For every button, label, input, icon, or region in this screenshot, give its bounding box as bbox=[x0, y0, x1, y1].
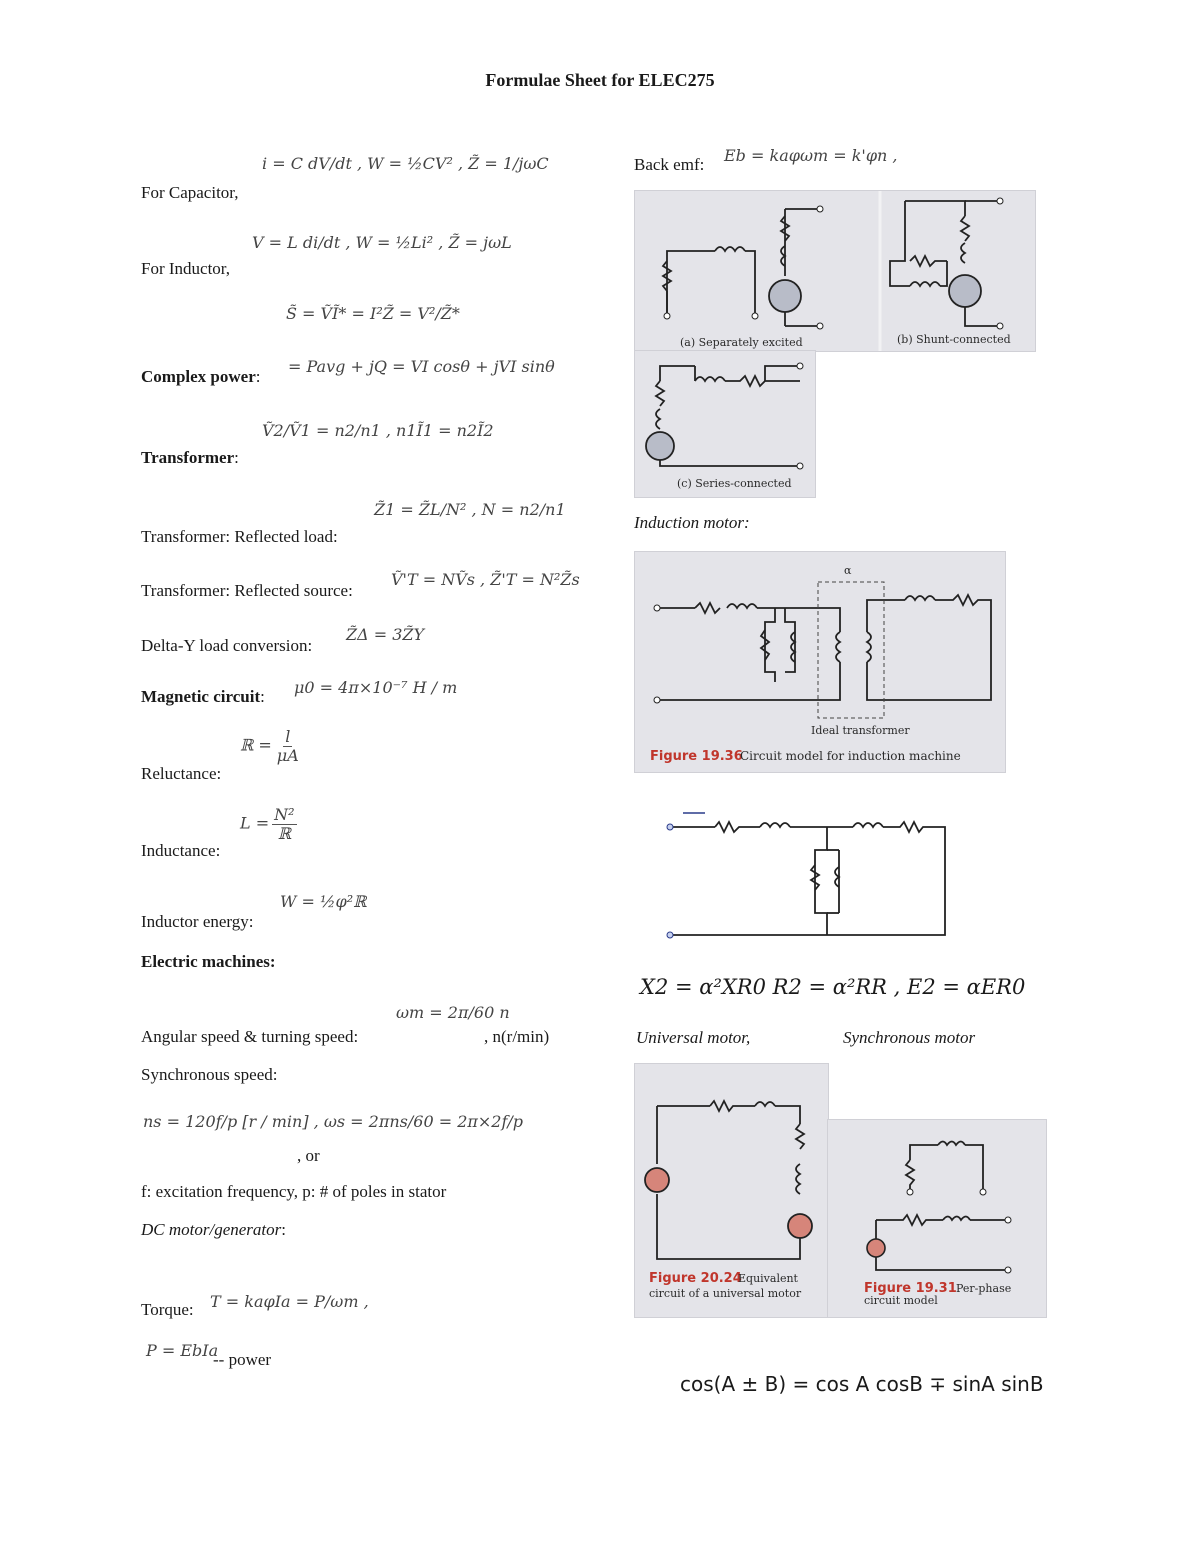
reluctance-equation bbox=[240, 728, 304, 764]
reluctance-fraction bbox=[275, 728, 301, 764]
inductor-energy-label: Inductor energy: bbox=[141, 912, 254, 931]
universal-figure-caption-1: Equivalent bbox=[738, 1272, 798, 1285]
page-title: Formulae Sheet for ELEC275 bbox=[485, 70, 715, 90]
induction-alpha-label: α bbox=[844, 564, 852, 577]
f-note: f: excitation frequency, p: # of poles in stator bbox=[141, 1182, 447, 1201]
inductance-denominator: ℝ bbox=[277, 823, 291, 843]
ideal-transformer-label: Ideal transformer bbox=[811, 724, 910, 737]
universal-motor-label: Universal motor, bbox=[636, 1028, 751, 1047]
reflected-source-label: Transformer: Reflected source: bbox=[141, 581, 353, 600]
complex-power-label bbox=[141, 367, 260, 387]
shunt-connected-circuit bbox=[880, 191, 1011, 351]
complex-power-equation-1: S̃ = ṼĨ* = I²Z̃ = V²/Z̃* bbox=[286, 304, 460, 323]
reflected-source-equation: Ṽ'T = NṼs , Z̃'T = N²Z̃s bbox=[391, 570, 580, 589]
reluctance-numerator: l bbox=[285, 727, 291, 746]
angular-label: Angular speed & turning speed: bbox=[141, 1027, 359, 1046]
dc-motor-figure-c bbox=[634, 350, 816, 498]
dc-motor-label bbox=[141, 1220, 286, 1240]
back-emf-equation: Eb = kaφωm = k'φn , bbox=[724, 146, 898, 165]
universal-figure-number: Figure 20.24 bbox=[649, 1271, 742, 1286]
reluctance-lhs: ℝ = bbox=[240, 735, 272, 755]
inductor-label: For Inductor, bbox=[141, 259, 231, 278]
magnetic-label-text: Magnetic circuit bbox=[141, 687, 261, 706]
caption-separately-excited: (a) Separately excited bbox=[680, 336, 803, 349]
dc-motor-colon: : bbox=[281, 1220, 286, 1239]
inductance-label: Inductance: bbox=[141, 841, 221, 860]
induction-machine-figure bbox=[634, 551, 1006, 773]
inductor-energy-equation: W = ½φ²ℝ bbox=[280, 892, 367, 911]
inductance-fraction bbox=[272, 806, 296, 842]
dc-motor-figure-ab bbox=[634, 190, 1036, 352]
synchronous-motor-figure bbox=[827, 1119, 1047, 1318]
sync-speed-equation: ns = 120f/p [r / min] , ωs = 2πns/60 = 2π×2f/p bbox=[143, 1112, 524, 1131]
magnetic-colon: : bbox=[260, 687, 265, 706]
reluctance-label: Reluctance: bbox=[141, 764, 222, 783]
transformer-equation: Ṽ2/Ṽ1 = n2/n1 , n1Ĩ1 = n2Ĩ2 bbox=[262, 421, 494, 440]
complex-power-equation-2: = Pavg + jQ = VI cosθ + jVI sinθ bbox=[288, 357, 555, 376]
delta-y-equation: Z̃Δ = 3Z̃Y bbox=[346, 625, 425, 644]
angular-equation: ωm = 2π/60 n bbox=[396, 1003, 510, 1022]
power-equation: P = EbIa bbox=[146, 1341, 219, 1360]
magnetic-equation: μ0 = 4π×10⁻⁷ H / m bbox=[294, 678, 458, 697]
delta-y-label: Delta-Y load conversion: bbox=[141, 636, 313, 655]
separately-excited-circuit bbox=[663, 206, 823, 349]
reluctance-denominator: μA bbox=[276, 745, 299, 765]
universal-figure-caption-2: circuit of a universal motor bbox=[649, 1287, 802, 1300]
transformer-label bbox=[141, 448, 239, 468]
reflected-load-equation: Z̃1 = Z̃L/N² , N = n2/n1 bbox=[374, 500, 566, 519]
synchronous-figure-caption-1: Per-phase bbox=[956, 1282, 1012, 1295]
synchronous-figure-number: Figure 19.31 bbox=[864, 1281, 957, 1296]
transformer-colon: : bbox=[234, 448, 239, 467]
inductor-equation: V = L di/dt , W = ½Li² , Z̃ = jωL bbox=[252, 233, 512, 252]
power-suffix: -- power bbox=[213, 1350, 272, 1369]
universal-motor-figure bbox=[634, 1063, 829, 1318]
machines-heading: Electric machines: bbox=[141, 952, 276, 971]
torque-equation: T = kaφIa = P/ωm , bbox=[210, 1292, 369, 1311]
synchronous-motor-label: Synchronous motor bbox=[843, 1028, 976, 1047]
sync-speed-label: Synchronous speed: bbox=[141, 1065, 278, 1084]
dc-motor-label-text: DC motor/generator bbox=[141, 1220, 282, 1239]
reflected-load-label: Transformer: Reflected load: bbox=[141, 527, 338, 546]
synchronous-figure-caption-2: circuit model bbox=[864, 1294, 938, 1307]
trig-identity: cos(A ± B) = cos A cosB ∓ sinA sinB bbox=[680, 1372, 1044, 1396]
induction-motor-label: Induction motor: bbox=[634, 513, 750, 532]
angular-suffix: , n(r/min) bbox=[484, 1027, 550, 1046]
complex-power-label-text: Complex power bbox=[141, 367, 256, 386]
transformer-label-text: Transformer bbox=[141, 448, 235, 467]
torque-label: Torque: bbox=[141, 1300, 194, 1319]
induction-figure-caption: Circuit model for induction machine bbox=[740, 749, 961, 763]
back-emf-label: Back emf: bbox=[634, 155, 705, 174]
rotor-relation-equation: X2 = α²XR0 R2 = α²RR , E2 = αER0 bbox=[640, 975, 1026, 999]
sync-speed-or: , or bbox=[297, 1146, 320, 1165]
inductance-lhs: L = bbox=[240, 813, 270, 833]
magnetic-label bbox=[141, 687, 265, 707]
induction-figure-number: Figure 19.36 bbox=[650, 749, 743, 764]
inductance-equation bbox=[240, 806, 300, 842]
induction-equivalent-circuit bbox=[655, 795, 955, 945]
complex-power-colon: : bbox=[255, 367, 261, 386]
capacitor-equation: i = C dV/dt , W = ½CV² , Z̃ = 1/jωC bbox=[262, 154, 549, 173]
capacitor-label: For Capacitor, bbox=[141, 183, 239, 202]
caption-shunt-connected: (b) Shunt-connected bbox=[897, 333, 1011, 346]
inductance-numerator: N² bbox=[274, 805, 295, 824]
caption-series-connected: (c) Series-connected bbox=[677, 477, 792, 490]
